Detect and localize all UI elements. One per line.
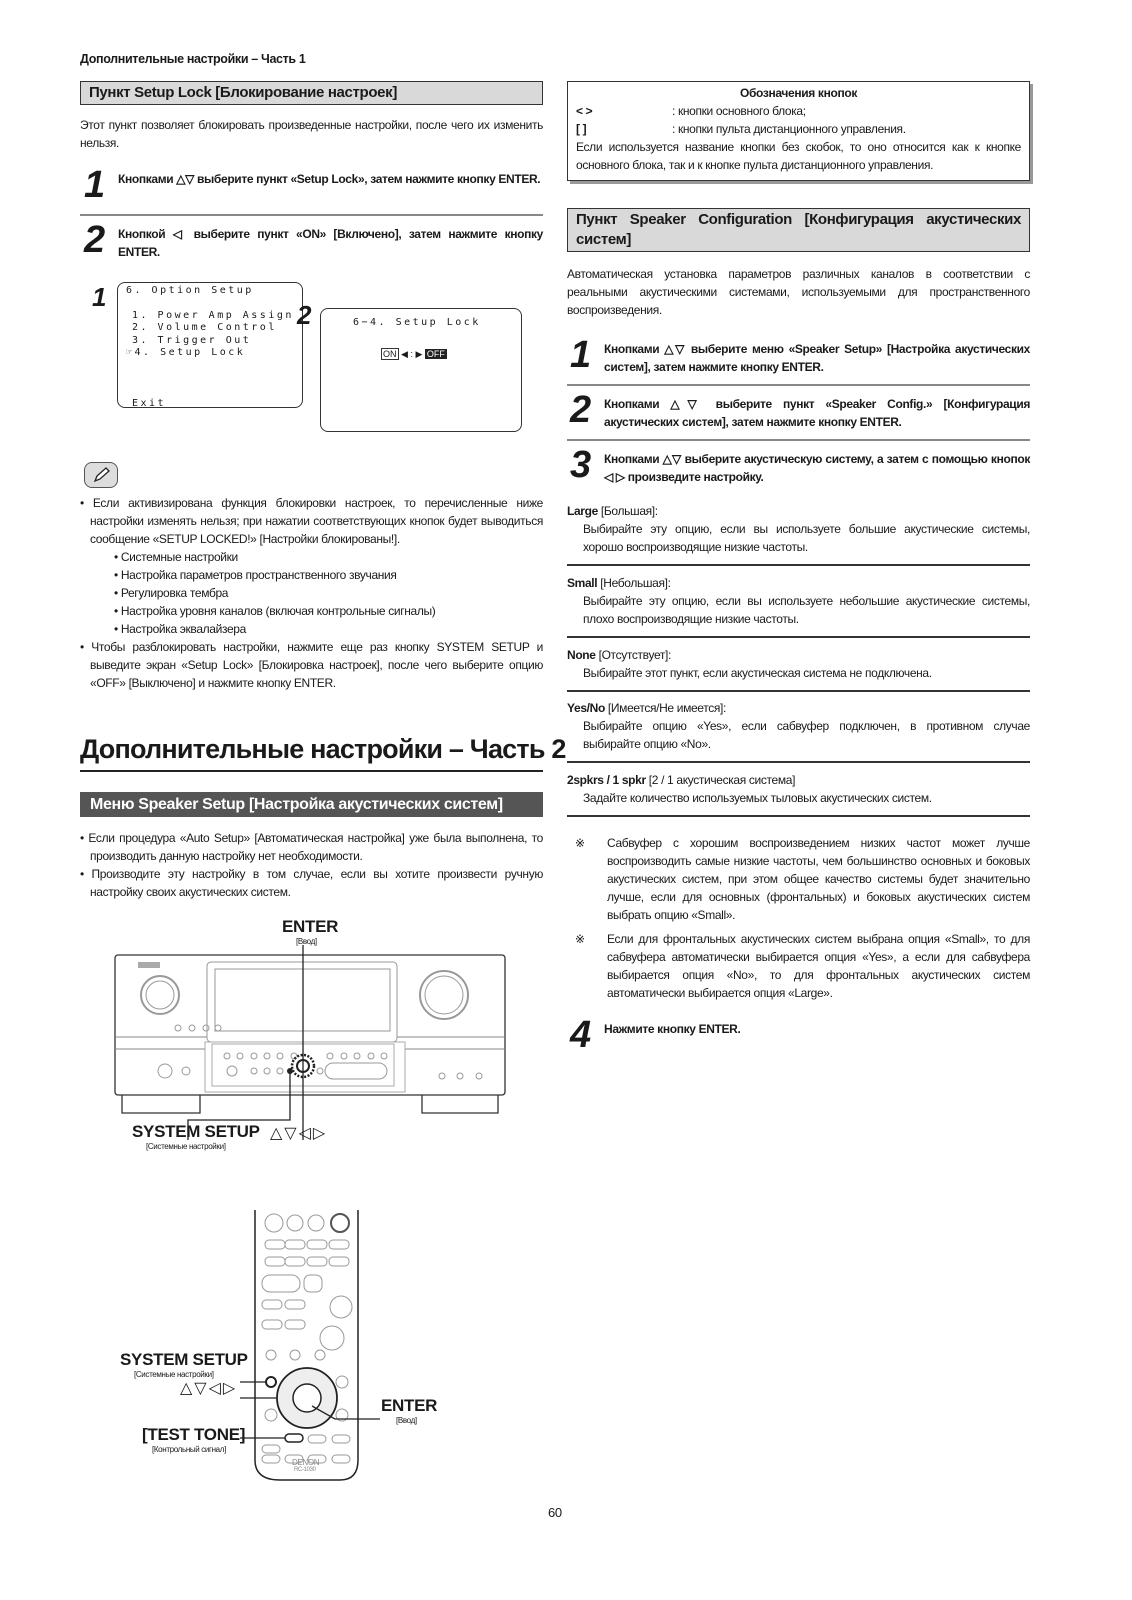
locked-item: • Настройка уровня каналов (включая контрольные сигналы) <box>114 604 436 618</box>
section-title-speaker-config: Пункт Speaker Configuration [Конфигурация акустических систем] <box>567 208 1030 252</box>
step-number: 3 <box>570 444 592 486</box>
locked-item: • Системные настройки <box>114 550 238 564</box>
step-2 <box>570 389 1030 431</box>
screen1-number: 1 <box>92 282 107 312</box>
on-option: ON <box>383 348 397 359</box>
arrow-separator: ◀ : ▶ <box>401 348 423 359</box>
note-bullet: Чтобы разблокировать настройки, нажмите еще раз кнопку SYSTEM SETUP и выведите экран «Setup Lock» [Блокировка настроек], после чего выберите опцию «OFF» [Выключено] и нажмите кнопку ENTER. <box>90 640 543 690</box>
remote-control-diagram <box>240 1210 440 1485</box>
menu-item: 1. Power Amp Assign <box>132 309 294 321</box>
screen-title: 6−4. Setup Lock <box>353 317 481 328</box>
osd-screen-setup-lock <box>320 308 522 432</box>
part2-heading: Дополнительные настройки – Часть 2 <box>80 734 566 764</box>
note-2: ※ Если для фронтальных акустических систем выбрана опция «Small», то для сабвуфера автоматически выбирается опция «Yes», а если для сабвуфера выбирается опция «No», то для фронтальных акустических систем автоматически выбирается опция «Large». <box>575 932 1030 1000</box>
option-yes-no: Yes/No [Имеется/Не имеется]: Выбирайте опцию «Yes», если сабвуфер подключен, в противном случае выбирайте опцию «No». <box>567 701 1030 751</box>
step-text: Кнопками △▽ выберите пункт «Setup Lock», затем нажмите кнопку ENTER. <box>118 172 541 186</box>
divider <box>567 636 1030 638</box>
legend-row: < > : кнопки основного блока; <box>576 104 806 118</box>
remote-arrows-label: △▽◁▷ <box>180 1380 238 1397</box>
test-tone-sublabel: [Контрольный сигнал] <box>152 1445 226 1454</box>
menu-title-speaker-setup: Меню Speaker Setup [Настройка акустических систем] <box>80 792 543 817</box>
locked-item: • Настройка эквалайзера <box>114 622 246 636</box>
step-text: Нажмите кнопку ENTER. <box>604 1022 741 1036</box>
step-text: Кнопками △▽ выберите пункт «Speaker Config.» [Конфигурация акустических систем], затем нажмите кнопку ENTER. <box>604 397 1030 429</box>
step-number: 2 <box>570 389 592 431</box>
step-text: Кнопками △▽ выберите акустическую систему, а затем с помощью кнопок ◁ ▷ произведите настройку. <box>604 452 1030 484</box>
receiver-front-panel-diagram <box>110 945 540 1140</box>
step-number: 4 <box>570 1014 592 1056</box>
divider <box>80 214 543 216</box>
step-text: Кнопкой ◁ выберите пункт «ON» [Включено], затем нажмите кнопку ENTER. <box>118 227 543 259</box>
divider <box>567 761 1030 763</box>
screen-title: 6. Option Setup <box>126 285 254 296</box>
button-legend-box <box>567 81 1030 181</box>
page-number: 60 <box>548 1505 562 1520</box>
enter-label: ENTER <box>282 917 339 936</box>
divider <box>567 690 1030 692</box>
locked-item: • Регулировка тембра <box>114 586 229 600</box>
remote-system-setup-label: SYSTEM SETUP <box>120 1350 248 1369</box>
system-setup-sublabel: [Системные настройки] <box>146 1142 226 1151</box>
system-setup-label: SYSTEM SETUP <box>132 1122 260 1141</box>
step-number: 1 <box>570 334 592 376</box>
speaker-setup-notes <box>80 829 543 901</box>
step-number: 2 <box>84 219 106 261</box>
step-1 <box>84 164 543 206</box>
remote-enter-label: ENTER <box>381 1396 438 1415</box>
divider <box>567 439 1030 441</box>
menu-item: 2. Volume Control <box>132 322 277 333</box>
section-title-setup-lock: Пункт Setup Lock [Блокирование настроек] <box>80 81 543 105</box>
step-text: Кнопками △▽ выберите меню «Speaker Setup» [Настройка акустических систем], затем нажмите кнопку ENTER. <box>604 342 1030 374</box>
step-4 <box>570 1014 1030 1056</box>
step-1 <box>570 334 1030 376</box>
divider <box>567 815 1030 817</box>
option-small: Small [Небольшая]: Выбирайте эту опцию, если вы используете небольшие акустические системы, плохо воспроизводящие низкие частоты. <box>567 576 1030 626</box>
option-2spkrs-1spkr: 2spkrs / 1 spkr [2 / 1 акустическая система] Задайте количество используемых тыловых акустических систем. <box>567 773 932 805</box>
cursor-arrows-label: △▽◁▷ <box>270 1125 328 1142</box>
speaker-config-intro: Автоматическая установка параметров различных каналов в соответствии с реальными акустическими системами, используемыми для пространственного воспроизведения. <box>567 267 1030 317</box>
pencil-icon <box>84 462 118 488</box>
legend-note: Если используется название кнопки без скобок, то оно относится как к кнопке основного блока, так и к кнопке пульта дистанционного управления. <box>576 140 1021 172</box>
step-number: 1 <box>84 164 106 206</box>
remote-brand-logo: DENON <box>292 1458 320 1467</box>
note-bullet: • Производите эту настройку в том случае, если вы хотите произвести ручную настройку своих акустических систем. <box>80 867 543 899</box>
option-none: None [Отсутствует]: Выбирайте этот пункт, если акустическая система не подключена. <box>567 648 932 680</box>
locked-item: • Настройка параметров пространственного звучания <box>114 568 397 582</box>
page-header: Дополнительные настройки – Часть 1 <box>80 52 306 66</box>
menu-item: 3. Trigger Out <box>132 334 252 346</box>
setup-lock-intro: Этот пункт позволяет блокировать произведенные настройки, после чего их изменить нельзя. <box>80 118 543 150</box>
remote-model: RC-1030 <box>294 1467 316 1473</box>
divider <box>567 564 1030 566</box>
notes-setup-lock: • Если активизирована функция блокировки настроек, то перечисленные ниже настройки изменять нельзя; при нажатии соответствующих кнопок будет выводиться сообщение «SETUP LOCKED!» [Настройки блокированы!]. • Системные настройки • Настройка параметров пространственного звучания • Регулировка тембра • Настройка уровня каналов (включая контрольные сигналы) • Настройка эквалайзера • Чтобы разблокировать настройки, нажмите еще раз кнопку SYSTEM SETUP и выведите экран «Setup Lock» [Блокировка настроек], после чего выберите опцию «OFF» [Выключено] и нажмите кнопку ENTER. <box>80 496 543 690</box>
note-1: ※ Сабвуфер с хорошим воспроизведением низких частот может лучше воспроизводить самые низкие частоты, чем большинство основных и боковых акустических систем, при этом общее качество системы будет значительно лучше, если для основных (фронтальных) и боковых акустических систем выбрать опцию «Small». <box>575 836 1030 922</box>
note-bullet: • Если процедура «Auto Setup» [Автоматическая настройка] уже была выполнена, то производить данную настройку нет необходимости. <box>80 831 543 863</box>
remote-enter-sublabel: [Ввод] <box>396 1416 417 1425</box>
menu-exit: Exit <box>132 397 167 409</box>
screen2-number: 2 <box>297 300 312 330</box>
step-3 <box>570 444 1030 486</box>
note-bullet: Если активизирована функция блокировки настроек, то перечисленные ниже настройки изменять нельзя; при нажатии соответствующих кнопок будет выводиться сообщение «SETUP LOCKED!» [Настройки блокированы!]. <box>90 496 543 546</box>
remote-system-setup-sublabel: [Системные настройки] <box>134 1370 214 1379</box>
test-tone-label: [TEST TONE] <box>142 1425 246 1444</box>
step-2 <box>84 219 543 261</box>
enter-sublabel: [Ввод] <box>296 937 317 946</box>
menu-item-selected: ☞4. Setup Lock <box>126 347 246 358</box>
option-large: Large [Большая]: Выбирайте эту опцию, если вы используете большие акустические системы, хорошо воспроизводящие низкие частоты. <box>567 504 1030 554</box>
legend-title: Обозначения кнопок <box>740 86 857 100</box>
divider <box>567 384 1030 386</box>
off-option-selected: OFF <box>426 348 445 359</box>
heading-underline <box>80 770 543 772</box>
legend-row: [ ] : кнопки пульта дистанционного управления. <box>576 122 906 136</box>
osd-screen-option-setup <box>117 282 303 408</box>
